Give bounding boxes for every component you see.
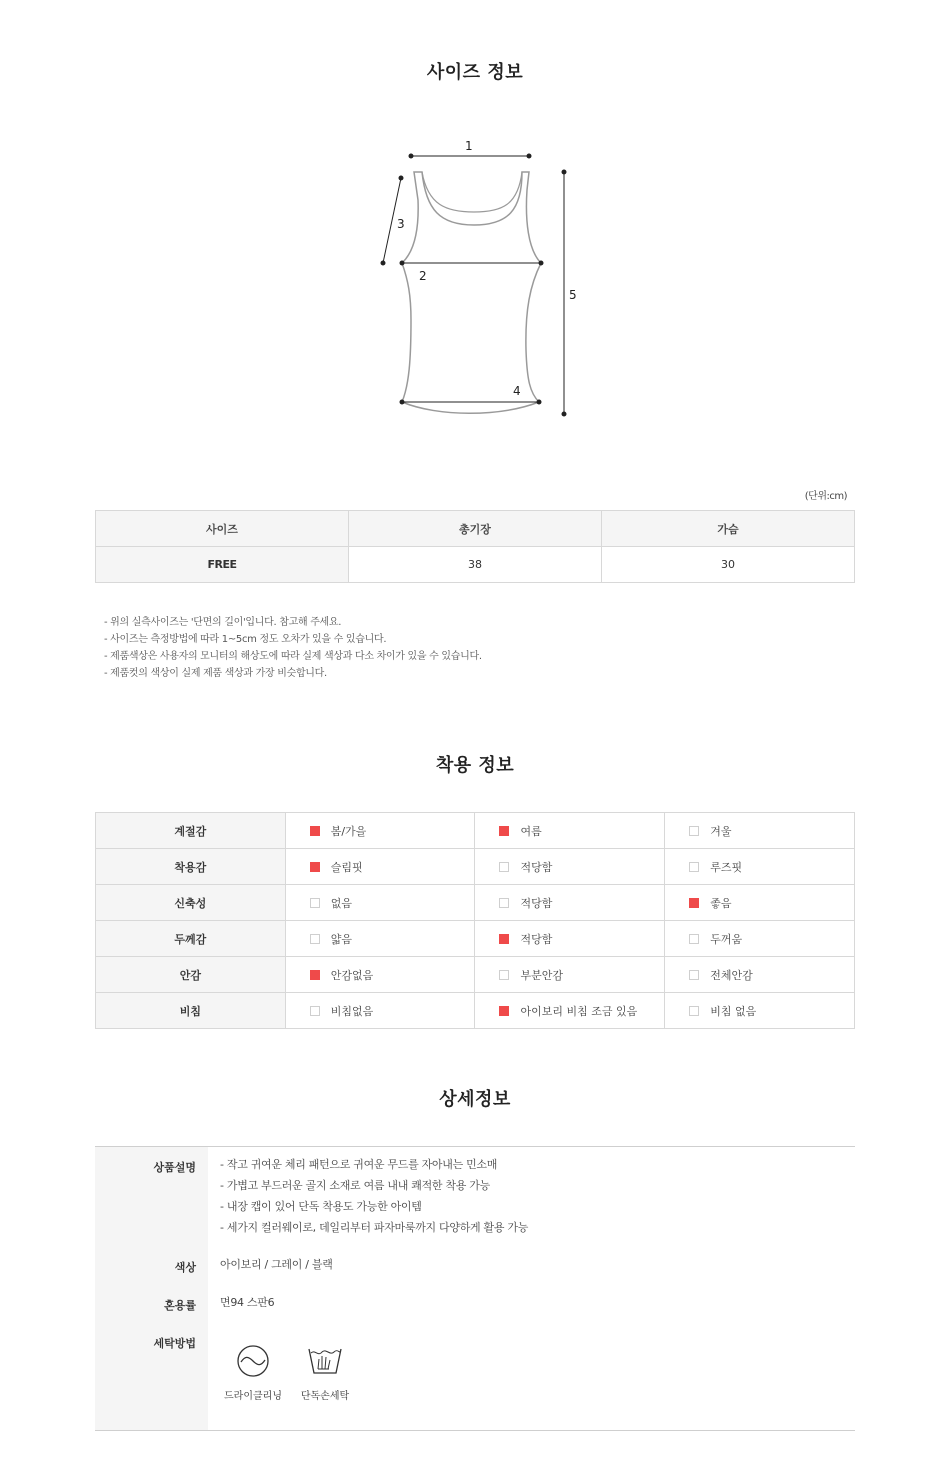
fit-option <box>285 921 475 957</box>
fit-option-label: 두꺼움 <box>710 932 743 946</box>
neckline-inner <box>422 172 522 212</box>
garment-measurement-diagram <box>370 135 590 425</box>
description-line: - 가볍고 부드러운 골지 소재로 여름 내내 쾌적한 착용 가능 <box>220 1179 490 1192</box>
length-cell: 38 <box>349 547 602 583</box>
tank-top-outline <box>402 172 541 413</box>
fit-option-label: 봄/가을 <box>330 824 367 838</box>
fit-option-label: 겨울 <box>710 824 732 838</box>
color-label: 색상 <box>174 1261 196 1274</box>
fit-option <box>475 813 665 849</box>
measure-label-1: 1 <box>465 139 473 153</box>
table-row <box>96 547 855 583</box>
unchecked-box-icon <box>499 862 509 872</box>
fit-info-title: 착용 정보 <box>435 755 515 776</box>
description-line: - 작고 귀여운 체리 패턴으로 귀여운 무드를 자아내는 민소매 <box>220 1158 498 1171</box>
fit-row <box>96 813 855 849</box>
fit-option-label: 여름 <box>520 824 542 838</box>
unchecked-box-icon <box>499 898 509 908</box>
fit-option-label: 슬림핏 <box>330 860 363 874</box>
color-value: 아이보리 / 그레이 / 블랙 <box>220 1258 333 1271</box>
size-cell: FREE <box>96 547 349 583</box>
unchecked-box-icon <box>689 862 699 872</box>
fit-option <box>285 957 475 993</box>
unchecked-box-icon <box>689 970 699 980</box>
fit-category: 비침 <box>96 993 286 1029</box>
fit-row <box>96 957 855 993</box>
fit-option <box>285 993 475 1029</box>
fit-option-label: 루즈핏 <box>710 860 743 874</box>
size-table <box>95 510 855 583</box>
fit-option-label: 비침없음 <box>330 1004 374 1018</box>
unit-label: (단위:cm) <box>804 491 847 502</box>
fit-option-label: 안감없음 <box>330 968 374 982</box>
unchecked-box-icon <box>499 970 509 980</box>
size-notes <box>104 614 482 682</box>
hand-wash-icon <box>306 1343 344 1379</box>
fit-option-label: 적당함 <box>520 860 553 874</box>
dry-clean-icon <box>235 1343 271 1379</box>
checked-box-icon <box>499 1006 509 1016</box>
fit-option <box>475 921 665 957</box>
blend-label: 혼용률 <box>164 1299 196 1312</box>
fit-option-label: 전체안감 <box>710 968 753 982</box>
fit-info-table <box>95 812 855 1029</box>
fit-option <box>665 885 855 921</box>
note-line: - 제품컷의 색상이 실제 제품 색상과 가장 비슷합니다. <box>104 668 327 679</box>
checked-box-icon <box>689 898 699 908</box>
fit-option <box>665 957 855 993</box>
fit-option <box>665 993 855 1029</box>
fit-row <box>96 993 855 1029</box>
fit-row <box>96 921 855 957</box>
note-line: - 제품색상은 사용자의 모니터의 해상도에 따라 실제 색상과 다소 차이가 있을 수 있습니다. <box>104 651 482 662</box>
measure-point <box>400 261 405 266</box>
chest-cell: 30 <box>602 547 855 583</box>
fit-row <box>96 885 855 921</box>
measure-label-3: 3 <box>397 217 405 231</box>
wash-label-dry-clean: 드라이클리닝 <box>224 1391 282 1402</box>
measure-label-4: 4 <box>513 384 521 398</box>
measure-point <box>527 154 532 159</box>
measure-point <box>562 412 567 417</box>
fit-option <box>285 813 475 849</box>
fit-option-label: 얇음 <box>330 932 352 946</box>
detail-info-panel <box>95 1146 855 1431</box>
fit-category: 신축성 <box>96 885 286 921</box>
checked-box-icon <box>310 862 320 872</box>
fit-option-label: 적당함 <box>520 932 553 946</box>
note-line: - 사이즈는 측정방법에 따라 1~5cm 정도 오차가 있을 수 있습니다. <box>104 634 387 645</box>
detail-label-column <box>95 1147 208 1430</box>
fit-option <box>665 849 855 885</box>
fit-option-label: 좋음 <box>710 896 732 910</box>
description-label: 상품설명 <box>153 1161 196 1174</box>
fit-row <box>96 849 855 885</box>
wash-item-dry-clean <box>219 1343 287 1402</box>
checked-box-icon <box>499 826 509 836</box>
measure-point <box>381 261 386 266</box>
description-line: - 내장 캡이 있어 단독 착용도 가능한 아이템 <box>220 1200 422 1213</box>
unchecked-box-icon <box>689 934 699 944</box>
fit-option-label: 적당함 <box>520 896 553 910</box>
measure-point <box>539 261 544 266</box>
fit-option <box>475 993 665 1029</box>
fit-option <box>665 921 855 957</box>
header-cell: 총기장 <box>349 511 602 547</box>
size-table-header <box>96 511 855 547</box>
description-line: - 세가지 컬러웨이로, 데일리부터 파자마룩까지 다양하게 활용 가능 <box>220 1221 529 1234</box>
unchecked-box-icon <box>689 826 699 836</box>
fit-option <box>475 849 665 885</box>
fit-option-label: 비침 없음 <box>710 1004 757 1018</box>
fit-option <box>475 885 665 921</box>
fit-option-label: 아이보리 비침 조금 있음 <box>520 1004 638 1018</box>
measure-point <box>400 400 405 405</box>
detail-info-title: 상세정보 <box>439 1089 511 1110</box>
fit-option-label: 없음 <box>330 896 352 910</box>
measure-label-5: 5 <box>569 288 577 302</box>
fit-option <box>475 957 665 993</box>
checked-box-icon <box>499 934 509 944</box>
wash-item-hand-wash <box>293 1343 357 1402</box>
measure-point <box>409 154 414 159</box>
unchecked-box-icon <box>689 1006 699 1016</box>
blend-value: 면94 스판6 <box>220 1296 275 1309</box>
fit-category: 계절감 <box>96 813 286 849</box>
unchecked-box-icon <box>310 898 320 908</box>
description-value <box>220 1154 528 1238</box>
checked-box-icon <box>310 826 320 836</box>
checked-box-icon <box>310 970 320 980</box>
fit-option <box>665 813 855 849</box>
measure-point <box>399 176 404 181</box>
fit-category: 두께감 <box>96 921 286 957</box>
measure-point <box>562 170 567 175</box>
note-line: - 위의 실측사이즈는 '단면의 길이'입니다. 참고해 주세요. <box>104 617 342 628</box>
fit-category: 착용감 <box>96 849 286 885</box>
fit-option-label: 부분안감 <box>520 968 563 982</box>
wash-label: 세탁방법 <box>153 1337 196 1350</box>
header-cell: 가슴 <box>602 511 855 547</box>
fit-category: 안감 <box>96 957 286 993</box>
unchecked-box-icon <box>310 934 320 944</box>
unchecked-box-icon <box>310 1006 320 1016</box>
header-cell: 사이즈 <box>96 511 349 547</box>
measure-label-2: 2 <box>419 269 427 283</box>
fit-option <box>285 849 475 885</box>
fit-option <box>285 885 475 921</box>
size-info-title: 사이즈 정보 <box>426 62 524 83</box>
measure-point <box>537 400 542 405</box>
wash-label-hand-wash: 단독손세탁 <box>300 1391 350 1402</box>
